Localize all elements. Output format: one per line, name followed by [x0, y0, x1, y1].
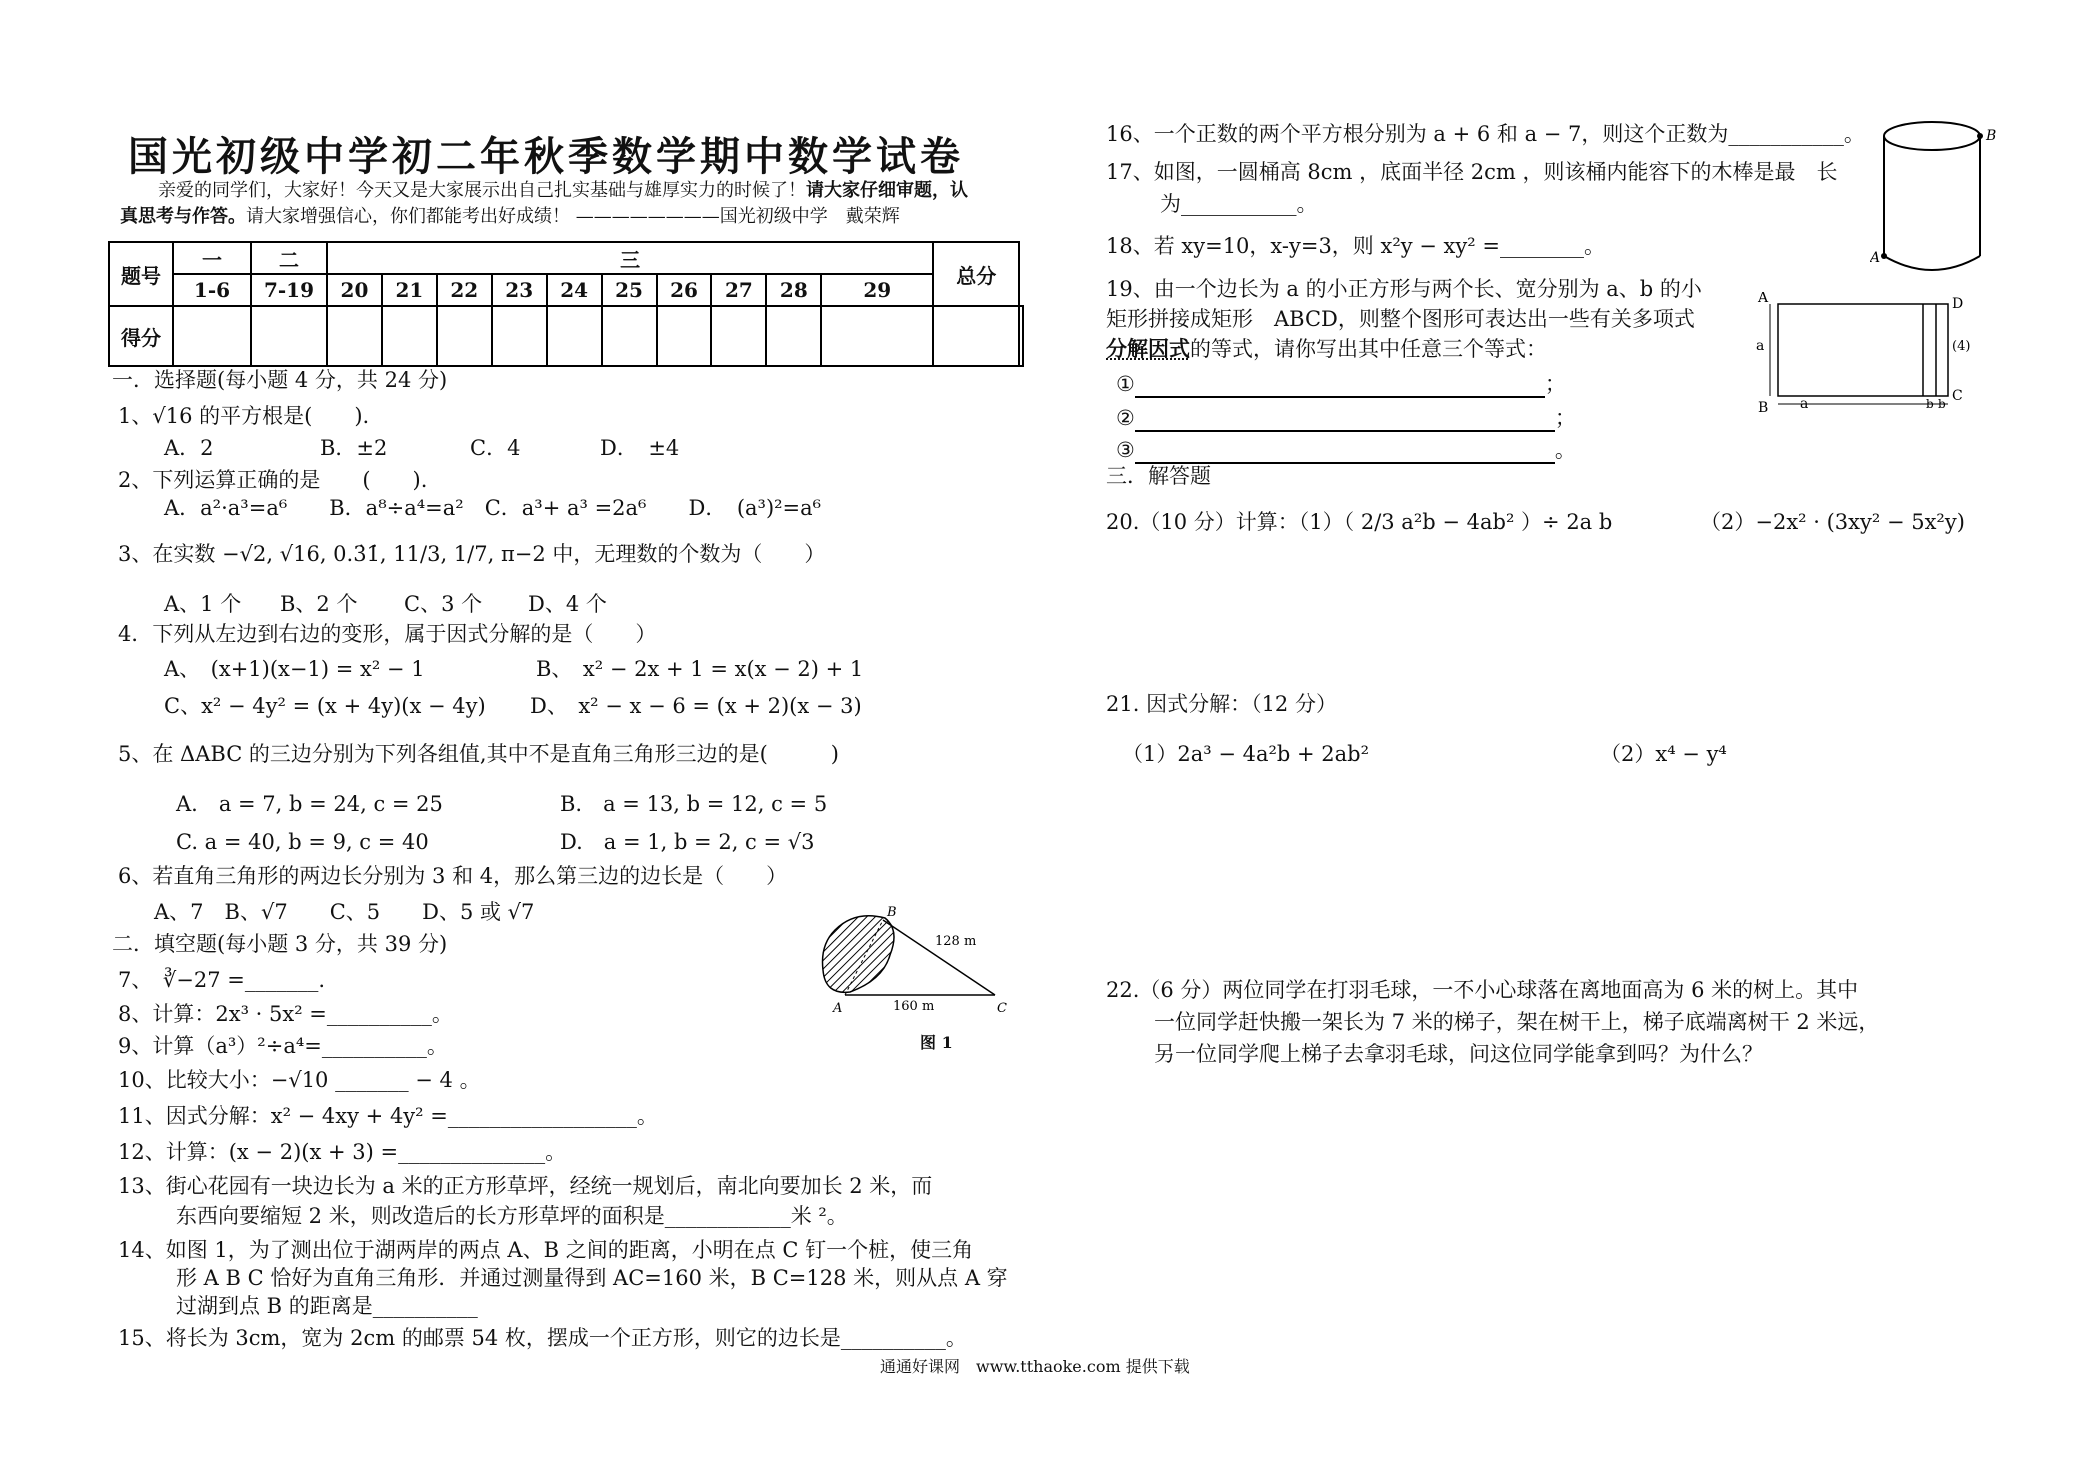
q3-opt-b: B、2 个 — [280, 592, 358, 616]
section-2-heading: 二．填空题(每小题 3 分，共 39 分) — [112, 932, 448, 956]
score-cell[interactable] — [173, 306, 251, 366]
score-head: 得分 — [109, 306, 173, 366]
q19-answer-3[interactable]: ③ 。 — [1116, 438, 1576, 462]
page-title: 国光初级中学初二年秋季数学期中数学试卷 — [128, 134, 964, 180]
q14-line3: 过湖到点 B 的距离是__________ — [176, 1294, 478, 1318]
score-table — [108, 241, 1024, 367]
score-cell[interactable] — [602, 306, 657, 366]
score-cell[interactable] — [382, 306, 437, 366]
score-col: 29 — [821, 274, 933, 306]
q18: 18、若 xy=10，x-y=3，则 x²y − xy² =________。 — [1106, 234, 1605, 258]
section-1-heading: 一．选择题(每小题 4 分，共 24 分) — [112, 368, 448, 392]
q22-line2: 一位同学赶快搬一架长为 7 米的梯子，架在树干上，梯子底端离树干 2 米远， — [1154, 1010, 1880, 1034]
rect-label-d: D — [1952, 296, 1964, 312]
q7: 7、 ∛−27 =_______. — [118, 968, 326, 992]
score-col: 7-19 — [251, 274, 327, 306]
q1-opt-c: C．4 — [470, 436, 521, 460]
q5-opt-c: C. a = 40, b = 9, c = 40 — [176, 830, 429, 854]
figure-cylinder — [1870, 118, 2010, 278]
q19-line3-text: 的等式，请你写出其中任意三个等式： — [1190, 337, 1547, 361]
intro-line1-bold: 请大家仔细审题，认 — [806, 180, 968, 201]
score-cell[interactable] — [547, 306, 602, 366]
score-col: 24 — [547, 274, 602, 306]
section-3-heading: 三．解答题 — [1106, 464, 1211, 488]
figure-rectangle-abcd — [1748, 292, 1978, 422]
q19-answer-line[interactable] — [1135, 374, 1545, 398]
score-col: 1-6 — [173, 274, 251, 306]
fig1-ac-length: 160 m — [893, 999, 935, 1014]
figure-1-lake-triangle — [815, 900, 1015, 1020]
score-total: 总分 — [933, 242, 1019, 306]
q1-opt-b: B．±2 — [320, 436, 388, 460]
intro-line1: 亲爱的同学们，大家好！今天又是大家展示出自己扎实基础与雄厚实力的时候了！ — [158, 180, 806, 201]
q21: 21. 因式分解：（12 分） — [1106, 692, 1337, 716]
score-col: 25 — [602, 274, 657, 306]
cylinder-label-a: A — [1870, 250, 1881, 266]
q21-part1: （1）2a³ − 4a²b + 2ab² — [1122, 742, 1370, 766]
score-sec2: 二 — [251, 242, 327, 274]
q21-part2: （2）x⁴ − y⁴ — [1600, 742, 1727, 766]
score-col: 22 — [437, 274, 492, 306]
intro-text — [120, 178, 1000, 230]
q15: 15、将长为 3cm，宽为 2cm 的邮票 54 枚，摆成一个正方形，则它的边长是__________。 — [118, 1326, 967, 1350]
q4-opt-b: B、 x² − 2x + 1 = x(x − 2) + 1 — [536, 657, 864, 681]
score-cell[interactable] — [251, 306, 327, 366]
intro-line2: 请大家增强信心，你们都能考出好成绩！ ————————国光初级中学 戴荣辉 — [246, 206, 900, 227]
q3-opt-c: C、3 个 — [404, 592, 483, 616]
rect-label-a: A — [1758, 292, 1769, 306]
q17-line2: 为___________。 — [1160, 192, 1318, 216]
q19-answer-1[interactable]: ① ； — [1116, 372, 1566, 396]
q5-opt-a: A. a = 7, b = 24, c = 25 — [176, 792, 443, 816]
score-cell[interactable] — [327, 306, 382, 366]
q3: 3、在实数 −√2, √16, 0.3̇1̇, 11/3, 1/7, π−2 中，无理数的个数为（ ） — [118, 542, 826, 566]
q19-blank-marker: ③ — [1116, 438, 1135, 462]
rect-bottom-a: a — [1800, 396, 1809, 412]
q14-line2: 形 A B C 恰好为直角三角形．并通过测量得到 AC=160 米，B C=128 米，则从点 A 穿 — [176, 1266, 1008, 1290]
q5: 5、在 ΔABC 的三边分别为下列各组值,其中不是直角三角形三边的是( ) — [118, 742, 839, 766]
score-cell[interactable] — [766, 306, 821, 366]
q4-opt-d: D、 x² − x − 6 = (x + 2)(x − 3) — [530, 694, 862, 718]
q5-opt-d: D. a = 1, b = 2, c = √3 — [560, 830, 815, 854]
q3-opt-d: D、4 个 — [528, 592, 607, 616]
score-cell[interactable] — [711, 306, 766, 366]
q3-opt-a: A、1 个 — [164, 592, 242, 616]
q22-line3: 另一位同学爬上梯子去拿羽毛球，问这位同学能拿到吗？为什么？ — [1154, 1042, 1763, 1066]
fig1-label-b: B — [887, 905, 897, 920]
q19-line1: 19、由一个边长为 a 的小正方形与两个长、宽分别为 a、b 的小 — [1106, 277, 1702, 301]
q20-part1: 20.（10 分）计算：（1）（ 2/3 a²b − 4ab² ）÷ 2a b — [1106, 510, 1613, 534]
q13-line2: 东西向要缩短 2 米，则改造后的长方形草坪的面积是____________米 ²。 — [176, 1204, 848, 1228]
lake-shape — [823, 916, 895, 993]
score-row-head: 题号 — [109, 242, 173, 306]
q4: 4．下列从左边到右边的变形，属于因式分解的是（ ） — [118, 622, 657, 646]
q1: 1、√16 的平方根是( ). — [118, 404, 370, 428]
q19-line2: 矩形拼接成矩形 ABCD，则整个图形可表达出一些有关多项式 — [1106, 307, 1695, 331]
score-col: 23 — [492, 274, 547, 306]
q11: 11、因式分解：x² − 4xy + 4y² =__________________。 — [118, 1104, 658, 1128]
q19-keyword: 分解因式 — [1106, 336, 1190, 361]
rect-number: (4) — [1952, 339, 1971, 354]
fig1-label-a: A — [833, 1001, 843, 1016]
q17-line1: 17、如图，一圆桶高 8cm ，底面半径 2cm ，则该桶内能容下的木棒是最 长 — [1106, 160, 1838, 184]
score-sec1: 一 — [173, 242, 251, 274]
q12: 12、计算：(x − 2)(x + 3) =______________。 — [118, 1140, 567, 1164]
q2: 2、下列运算正确的是 ( ). — [118, 468, 428, 492]
score-cell[interactable] — [437, 306, 492, 366]
rect-bottom-b1: b — [1926, 397, 1934, 411]
q19-blank-marker: ① — [1116, 372, 1135, 396]
score-cell[interactable] — [657, 306, 712, 366]
rect-label-c: C — [1952, 388, 1963, 404]
q10: 10、比较大小：−√10 _______ − 4 。 — [118, 1068, 481, 1092]
q9: 9、计算（a³）²÷a⁴=__________。 — [118, 1034, 448, 1058]
q4-opt-a: A、 (x+1)(x−1) = x² − 1 — [164, 657, 425, 681]
q19-answer-line[interactable] — [1135, 408, 1555, 432]
score-cell[interactable] — [492, 306, 547, 366]
q2-options: A．a²·a³=a⁶ B．a⁸÷a⁴=a² C．a³+ a³ =2a⁶ D． (a³)²=a⁶ — [164, 496, 822, 520]
score-col: 20 — [327, 274, 382, 306]
q14-line1: 14、如图 1，为了测出位于湖两岸的两点 A、B 之间的距离，小明在点 C 钉一个桩，使三角 — [118, 1238, 974, 1262]
q22-line1: 22.（6 分）两位同学在打羽毛球，一不小心球落在离地面高为 6 米的树上。其中 — [1106, 978, 1859, 1002]
q16: 16、一个正数的两个平方根分别为 a + 6 和 a − 7，则这个正数为___________。 — [1106, 122, 1865, 146]
score-col: 21 — [382, 274, 437, 306]
score-col: 28 — [766, 274, 821, 306]
rect-label-b: B — [1758, 400, 1769, 416]
fig1-label-c: C — [997, 1001, 1007, 1016]
rect-bottom-b2: b — [1938, 397, 1946, 411]
score-col: 26 — [657, 274, 712, 306]
figure-1-caption: 图 1 — [920, 1033, 953, 1052]
intro-line2-bold: 真思考与作答。 — [120, 206, 246, 227]
score-cell[interactable] — [933, 306, 1019, 366]
q20-part2: （2）−2x² · (3xy² − 5x²y) — [1700, 510, 1965, 534]
q6-options: A、7 B、√7 C、5 D、5 或 √7 — [154, 900, 535, 924]
rect-side-a: a — [1756, 338, 1765, 354]
q8: 8、计算：2x³ · 5x² =__________。 — [118, 1002, 453, 1026]
q19-line3 — [1106, 335, 1547, 363]
q13-line1: 13、街心花园有一块边长为 a 米的正方形草坪，经统一规划后，南北向要加长 2 米，而 — [118, 1174, 933, 1198]
q6: 6、若直角三角形的两边长分别为 3 和 4，那么第三边的边长是（ ） — [118, 864, 788, 888]
score-sec3: 三 — [327, 242, 933, 274]
q19-answer-2[interactable]: ② ； — [1116, 406, 1576, 430]
footer-source: 通通好课网 www.tthaoke.com 提供下载 — [880, 1357, 1190, 1376]
cylinder-label-b: B — [1986, 128, 1997, 144]
q5-opt-b: B. a = 13, b = 12, c = 5 — [560, 792, 828, 816]
score-col: 27 — [711, 274, 766, 306]
q1-opt-d: D． ±4 — [600, 436, 680, 460]
q1-opt-a: A．2 — [164, 436, 214, 460]
q19-answer-line[interactable] — [1135, 440, 1555, 464]
score-cell[interactable] — [821, 306, 933, 366]
score-cell[interactable] — [1019, 306, 1023, 366]
fig1-bc-length: 128 m — [935, 934, 977, 949]
q4-opt-c: C、x² − 4y² = (x + 4y)(x − 4y) — [164, 694, 486, 718]
q19-blank-marker: ② — [1116, 406, 1135, 430]
